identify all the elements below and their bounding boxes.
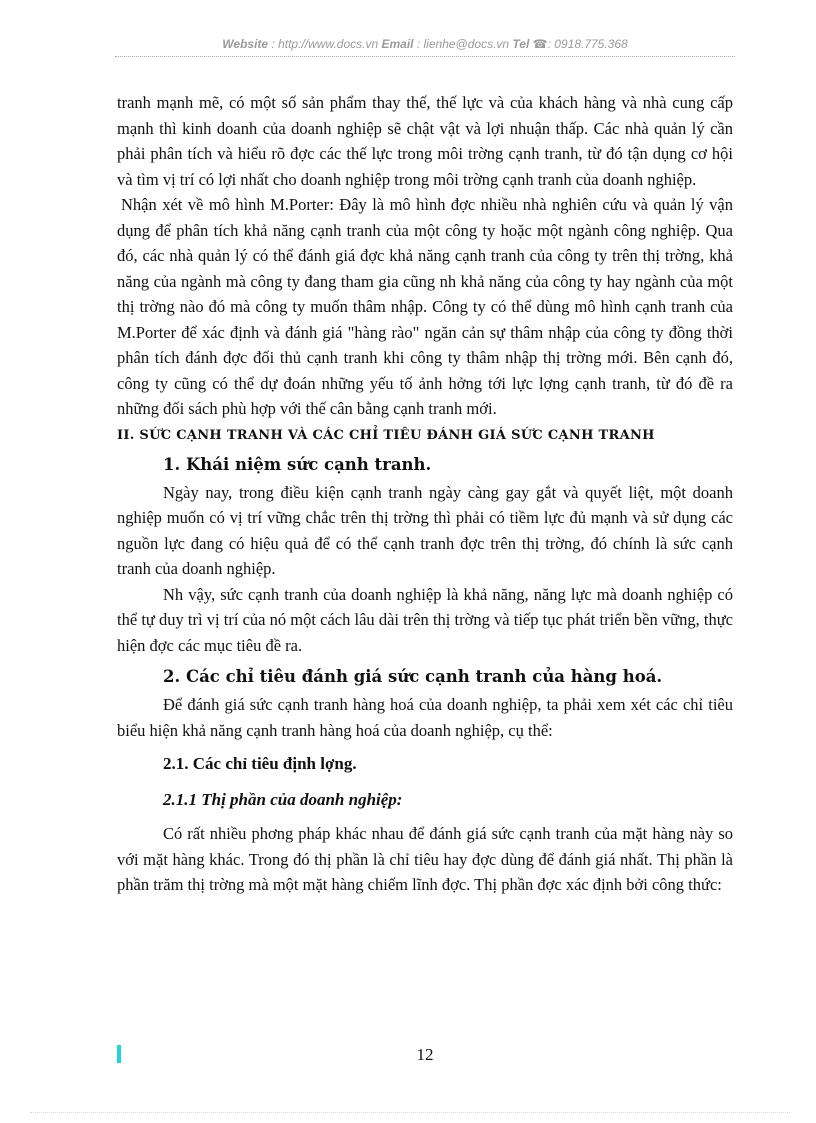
page-header (115, 37, 735, 51)
tel-label: Tel (512, 37, 530, 51)
paragraph-concept-1: Ngày nay, trong điều kiện cạnh tranh ngày càng gay gắt và quyết liệt, một doanh nghiệp muốn có vị trí vững chắc trên thị trờng thì phải có tiềm lực đủ mạnh và sử dụng các nguồn lực đang có hiệu quả để có thể cạnh tranh đợc trên thị trờng, đó chính là sức cạnh tranh của doanh nghiệp. (117, 482, 733, 578)
tel-value: : 0918.775.368 (547, 37, 628, 51)
email-label: Email (381, 37, 414, 51)
email-value: : lienhe@docs.vn (416, 37, 510, 51)
heading-criteria: 2. Các chỉ tiêu đánh giá sức cạnh tranh của hàng hoá. (163, 667, 663, 686)
heading-concept: 1. Khái niệm sức cạnh tranh. (163, 454, 432, 474)
section-heading-ii: II. SỨC CẠNH TRANH VÀ CÁC CHỈ TIÊU ĐÁNH GIÁ SỨC CẠNH TRANH (117, 427, 655, 443)
page-number: 12 (416, 1045, 434, 1064)
paragraph-concept-2: Nh vậy, sức cạnh tranh của doanh nghiệp là khả năng, năng lực mà doanh nghiệp có thể tự duy trì vị trí của nó một cách lâu dài trên thị trờng và tiếp tục phát triển bền vững, thực hiện đợc các mục tiêu đề ra. (117, 584, 733, 655)
footer-divider (30, 1112, 790, 1113)
website-label: Website (222, 37, 269, 51)
phone-icon: ☎ (532, 37, 548, 51)
paragraph-porter-intro: tranh mạnh mẽ, có một số sản phẩm thay thế, thế lực và của khách hàng và nhà cung cấp mạnh thì kinh doanh của doanh nghiệp sẽ chật vật và lợi nhuận thấp. Các nhà quản lý cần phải phân tích và hiểu rõ đợc các thế lực trong môi trờng cạnh tranh, từ đó tận dụng cơ hội và tìm vị trí có lợi nhất cho doanh nghiệp trong môi trờng cạnh tranh của doanh nghiệp. (117, 93, 733, 189)
footer-accent-bar (117, 1045, 121, 1063)
paragraph-criteria: Để đánh giá sức cạnh tranh hàng hoá của doanh nghiệp, ta phải xem xét các chỉ tiêu biểu hiện khả năng cạnh tranh hàng hoá của doanh nghiệp, cụ thể: (117, 695, 733, 740)
document-body (117, 90, 733, 898)
paragraph-porter-review: Nhận xét về mô hình M.Porter: Đây là mô hình đợc nhiều nhà nghiên cứu và quản lý vận dụng để phân tích khả năng cạnh tranh của một công ty hoặc một ngành công nghiệp. Qua đó, các nhà quản lý có thể đánh giá đợc khả năng cạnh tranh của công ty trên thị trờng, khả năng của ngành mà công ty đang tham gia cũng nh khả năng của công ty hay ngành của một thị trờng nào đó mà công ty muốn thâm nhập. Công ty có thể dùng mô hình cạnh tranh của M.Porter để xác định và đánh giá "hàng rào" ngăn cản sự thâm nhập của công ty đồng thời phân tích đánh đợc đối thủ cạnh tranh khi công ty thâm nhập thị trờng mới. Bên cạnh đó, công ty cũng có thể dự đoán những yếu tố ảnh hởng tới lực lợng cạnh tranh, từ đó đề ra những đối sách phù hợp với thế cân bằng cạnh tranh mới. (117, 195, 733, 418)
heading-market-share: 2.1.1 Thị phần của doanh nghiệp: (163, 790, 403, 809)
header-divider (115, 56, 735, 57)
website-value: : http://www.docs.vn (271, 37, 379, 51)
paragraph-market-share: Có rất nhiều phơng pháp khác nhau để đánh giá sức cạnh tranh của mặt hàng này so với mặt hàng khác. Trong đó thị phần là chỉ tiêu hay đợc dùng để đánh giá nhất. Thị phần là phần trăm thị trờng mà một mặt hàng chiếm lĩnh đợc. Thị phần đợc xác định bởi công thức: (117, 824, 733, 894)
heading-quantitative: 2.1. Các chỉ tiêu định lợng. (163, 754, 357, 773)
